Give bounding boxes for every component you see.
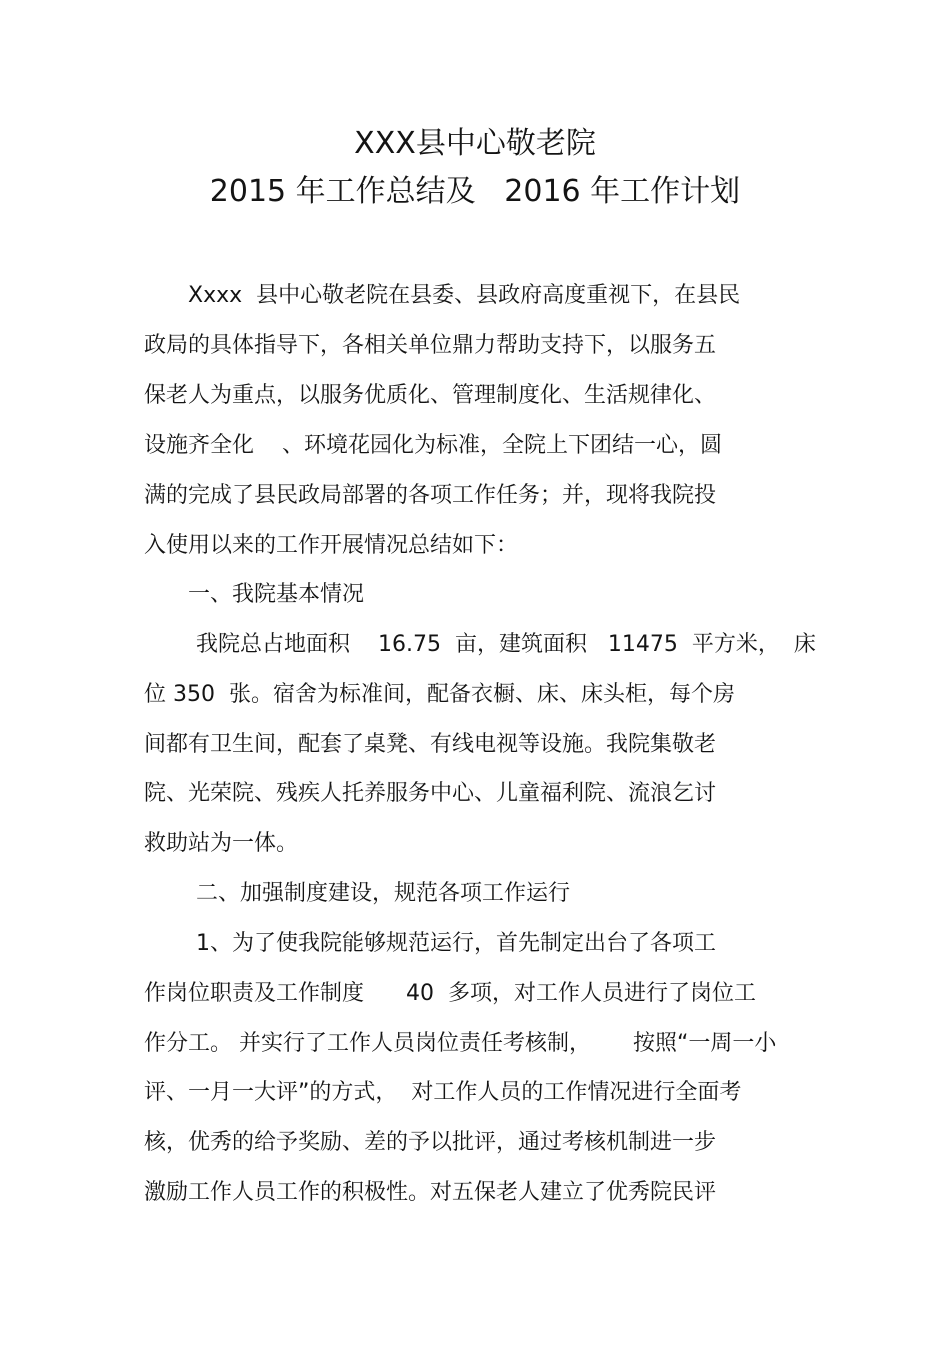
- document-title-line2: 2015 年工作总结及 2016 年工作计划: [209, 174, 741, 209]
- body-line-13: 作岗位职责及工作制度 40 多项，对工作人员进行了岗位工: [144, 981, 756, 1006]
- body-line-3: 保老人为重点，以服务优质化、管理制度化、生活规律化、: [144, 383, 717, 408]
- body-line-14: 作分工。 并实行了工作人员岗位责任考核制， 按照“一周一小: [144, 1031, 777, 1056]
- body-line-17: 激励工作人员工作的积极性。对五保老人建立了优秀院民评: [144, 1180, 717, 1205]
- body-line-8: 位 350 张。宿舍为标准间，配备衣橱、床、床头柜，每个房: [144, 682, 735, 707]
- body-line-1: Xxxx 县中心敬老院在县委、县政府高度重视下，在县民: [188, 283, 741, 308]
- body-line-7: 我院总占地面积 16.75 亩，建筑面积 11475 平方米， 床: [196, 632, 816, 657]
- body-line-16: 核，优秀的给予奖励、差的予以批评，通过考核机制进一步: [144, 1130, 717, 1155]
- section-heading-1: 一、我院基本情况: [188, 582, 365, 607]
- body-line-12: 1、为了使我院能够规范运行，首先制定出台了各项工: [196, 931, 716, 956]
- body-line-6: 入使用以来的工作开展情况总结如下：: [144, 533, 519, 558]
- body-line-9: 间都有卫生间，配套了桌凳、有线电视等设施。我院集敬老: [144, 732, 717, 757]
- body-line-15: 评、一月一大评”的方式， 对工作人员的工作情况进行全面考: [144, 1080, 742, 1105]
- body-line-4: 设施齐全化 、环境花园化为标准，全院上下团结一心，圆: [144, 433, 722, 458]
- section-heading-2: 二、加强制度建设，规范各项工作运行: [196, 881, 571, 906]
- body-line-5: 满的完成了县民政局部署的各项工作任务；并，现将我院投: [144, 483, 717, 508]
- body-line-11: 救助站为一体。: [144, 831, 299, 856]
- document-title-line1: XXX县中心敬老院: [354, 126, 596, 161]
- body-line-10: 院、光荣院、残疾人托养服务中心、儿童福利院、流浪乞讨: [144, 781, 717, 806]
- body-line-2: 政局的具体指导下，各相关单位鼎力帮助支持下，以服务五: [144, 333, 717, 358]
